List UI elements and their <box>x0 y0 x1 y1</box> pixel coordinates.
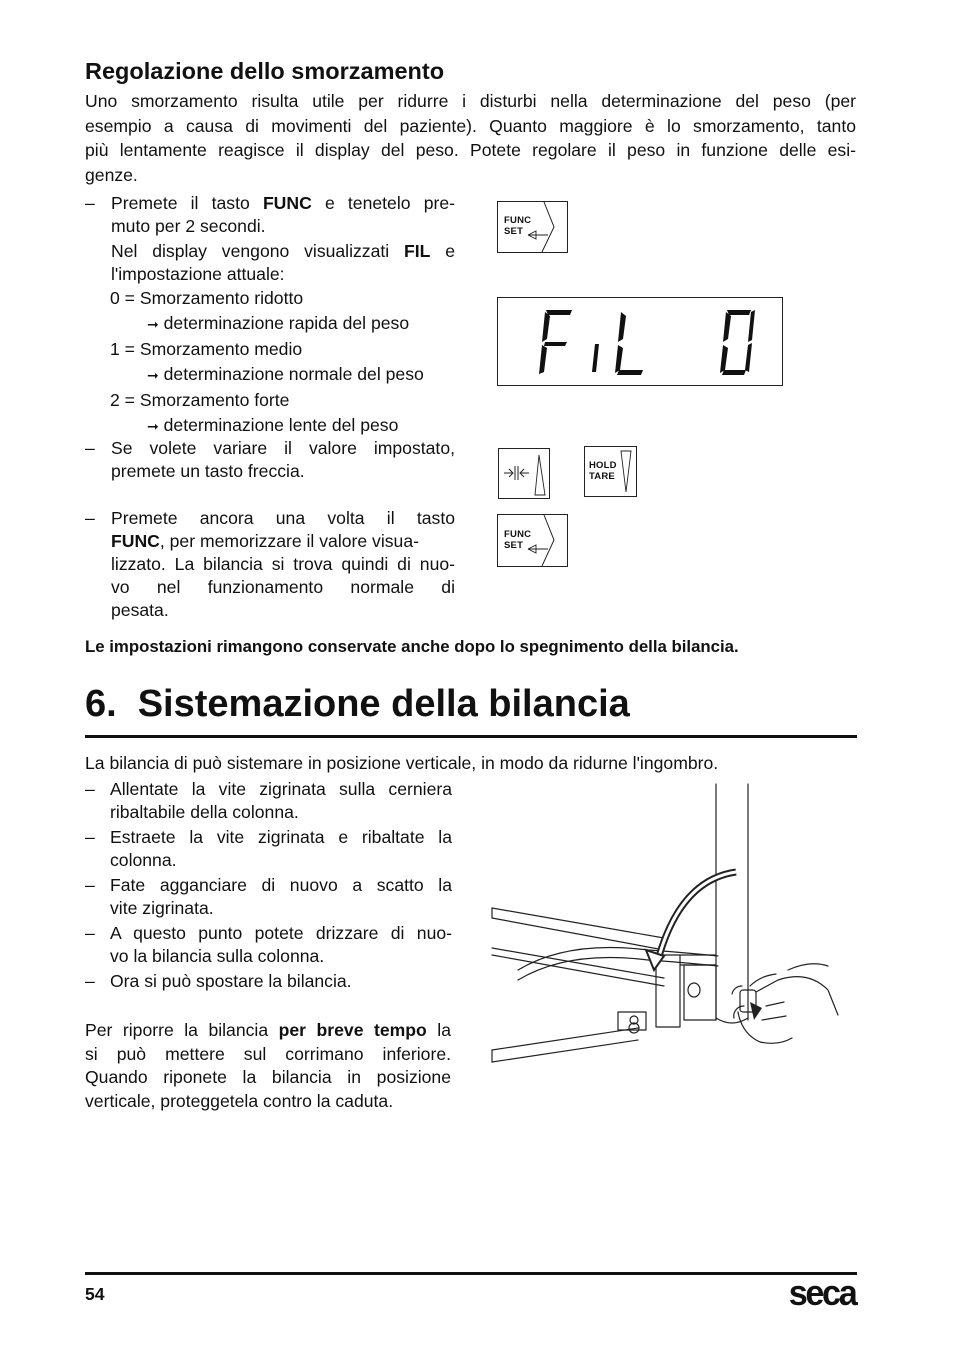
damping-options <box>110 286 470 438</box>
lcd-segments <box>498 298 782 385</box>
bullet-dash: – <box>85 508 95 528</box>
text: muto per 2 secondi. <box>111 216 266 236</box>
text: colonna. <box>110 850 177 870</box>
text: vite zigrinata. <box>110 898 214 918</box>
lcd-display <box>497 297 783 386</box>
text: si può mettere sul corrimano inferiore. <box>85 1043 451 1064</box>
settings-retained-note: Le impostazioni rimangono conservate anche dopo lo spegnimento della bilancia. <box>85 637 739 656</box>
bullet-dash: – <box>85 193 95 213</box>
text: Fate agganciare di nuovo a scatto la <box>110 875 452 895</box>
chapter-intro: La bilancia di può sistemare in posizione verticale, in modo da ridurne l'ingombro. <box>85 753 719 773</box>
list-item <box>85 874 452 920</box>
func-set-button-illustration <box>497 201 568 253</box>
text: A questo punto potete drizzare di nuo- <box>110 923 452 943</box>
text: verticale, proteggetela contro la caduta. <box>85 1090 394 1111</box>
intro-paragraph <box>85 89 856 187</box>
text: l'impostazione attuale: <box>111 264 285 284</box>
section-heading: Regolazione dello smorzamento <box>85 58 445 84</box>
option-label: 0 = Smorzamento ridotto <box>110 288 304 308</box>
bold-phrase: per breve tempo <box>278 1020 427 1040</box>
button-label: FUNC SET <box>504 529 532 551</box>
option-result: determinazione normale del peso <box>163 364 424 384</box>
arrow-icon: ➞ <box>147 367 159 383</box>
text: premete un tasto freccia. <box>111 461 305 481</box>
text: e <box>430 241 455 261</box>
setup-steps <box>85 778 452 993</box>
text: vo nel funzionamento normale di <box>111 577 455 597</box>
intro-line: genze. <box>85 164 138 185</box>
func-keyword: FUNC <box>262 193 312 213</box>
option-label: 1 = Smorzamento medio <box>110 339 303 359</box>
func-key-triangle-icon <box>498 202 567 252</box>
chapter-title: Sistemazione della bilancia <box>137 683 630 725</box>
chapter-number: 6. <box>85 683 117 725</box>
text: ribaltabile della colonna. <box>110 802 299 822</box>
intro-line: Uno smorzamento risulta utile per ridurre i disturbi nella determinazione del peso (per <box>85 91 856 111</box>
arrow-icon: ➞ <box>147 316 159 332</box>
intro-line: esempio a causa di movimenti del paziente). Quanto maggiore è lo smorzamento, tanto <box>85 115 856 136</box>
text: Allentate la vite zigrinata sulla cerniera <box>110 779 452 799</box>
option-label: 2 = Smorzamento forte <box>110 390 290 410</box>
text: Nel display vengono visualizzati <box>111 241 404 261</box>
bullet-dash: – <box>85 779 95 799</box>
fil-keyword: FIL <box>404 241 431 261</box>
text: la <box>426 1020 451 1040</box>
text: vo la bilancia sulla colonna. <box>110 946 325 966</box>
list-item <box>85 778 452 824</box>
text: , per memorizzare il valore visua- <box>159 531 419 551</box>
list-item <box>85 826 452 872</box>
text: Quando riponete la bilancia in posizione <box>85 1067 451 1087</box>
text: lizzato. La bilancia si trova quindi di nuo- <box>111 554 455 574</box>
footer-rule <box>85 1272 857 1275</box>
bullet-dash: – <box>85 875 95 895</box>
option-result: determinazione lente del peso <box>163 415 399 435</box>
text: Premete il tasto <box>111 193 263 213</box>
func-set-button-illustration <box>497 514 568 567</box>
chapter-rule <box>85 735 857 738</box>
list-item <box>85 922 452 968</box>
hold-tare-button-illustration <box>584 446 637 497</box>
text: pesata. <box>111 600 169 620</box>
button-label: HOLD TARE <box>589 460 617 482</box>
bullet-dash: – <box>85 971 95 991</box>
text: Estraete la vite zigrinata e ribaltate la <box>110 827 452 847</box>
bullet-dash: – <box>85 827 95 847</box>
intro-line: più lentamente reagisce il display del peso. Potete regolare il peso in funzione delle esi- <box>85 140 856 160</box>
button-label: FUNC SET <box>504 215 532 237</box>
storage-paragraph <box>85 1019 451 1113</box>
text: e tenetelo pre- <box>311 193 455 213</box>
text: Per riporre la bilancia <box>85 1020 279 1040</box>
scale-folding-illustration <box>488 780 848 1070</box>
text: Se volete variare il valore impostato, <box>111 438 455 458</box>
seca-logo: seca <box>788 1272 856 1313</box>
func-keyword: FUNC <box>111 531 160 551</box>
arrow-icon: ➞ <box>147 418 159 434</box>
bullet-dash: – <box>85 923 95 943</box>
bullet-dash: – <box>85 438 95 458</box>
chapter-heading <box>85 683 630 726</box>
list-item <box>85 970 452 993</box>
func-key-triangle-icon <box>498 515 567 566</box>
hold-key-triangle-icon <box>585 447 636 496</box>
text: Premete ancora una volta il tasto <box>111 508 455 528</box>
option-result: determinazione rapida del peso <box>163 313 410 333</box>
arrow-button-illustration <box>498 448 550 499</box>
damping-arrow-icon <box>499 449 549 498</box>
text: Ora si può spostare la bilancia. <box>110 971 352 991</box>
page-number: 54 <box>85 1284 105 1304</box>
